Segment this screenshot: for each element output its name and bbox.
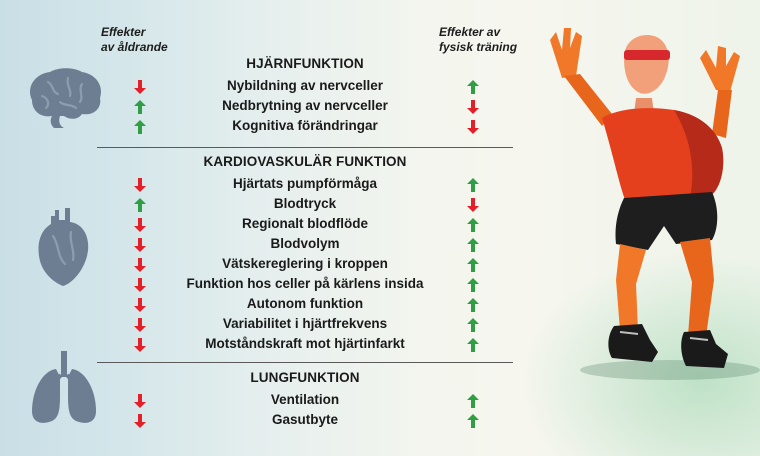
aging-down-arrow-icon [134,218,146,232]
aging-down-arrow-icon [134,318,146,332]
aging-down-arrow-icon [134,80,146,94]
aging-down-arrow-icon [134,238,146,252]
exercise-down-arrow-icon [467,120,479,134]
aging-column-header [101,25,168,55]
aging-down-arrow-icon [134,258,146,272]
effect-label: Gasutbyte [271,412,339,427]
effect-label: Blodtryck [273,196,337,211]
aging-header-line-1: Effekter [101,25,146,39]
effect-label: Nedbrytning av nervceller [222,98,388,113]
section-title: KARDIOVASKULÄR FUNKTION [203,154,407,169]
exercise-up-arrow-icon [467,298,479,312]
exercise-header-line-2: fysisk träning [439,40,518,54]
aging-up-arrow-icon [134,100,146,114]
exercise-up-arrow-icon [467,218,479,232]
exercise-down-arrow-icon [467,198,479,212]
exercise-header-line-1: Effekter av [439,25,501,39]
aging-header-line-2: av åldrande [101,40,168,54]
exercise-up-arrow-icon [467,278,479,292]
exercise-up-arrow-icon [467,414,479,428]
aging-down-arrow-icon [134,338,146,352]
effect-label: Funktion hos celler på kärlens insida [186,276,424,291]
section-title: LUNGFUNKTION [250,370,360,385]
exercise-up-arrow-icon [467,394,479,408]
exercise-up-arrow-icon [467,258,479,272]
aging-down-arrow-icon [134,278,146,292]
effect-label: Blodvolym [270,236,340,251]
effect-label: Regionalt blodflöde [242,216,368,231]
effect-label: Kognitiva förändringar [232,118,378,133]
runner-illustration [540,18,760,398]
exercise-column-header [439,25,517,55]
effect-label: Autonom funktion [246,296,364,311]
exercise-up-arrow-icon [467,338,479,352]
exercise-up-arrow-icon [467,80,479,94]
exercise-up-arrow-icon [467,178,479,192]
section-divider [97,147,513,148]
effect-label: Motståndskraft mot hjärtinfarkt [205,336,405,351]
aging-up-arrow-icon [134,198,146,212]
effect-label: Nybildning av nervceller [226,78,384,93]
aging-up-arrow-icon [134,120,146,134]
exercise-down-arrow-icon [467,100,479,114]
section-title: HJÄRNFUNKTION [246,56,364,71]
effect-label: Vätskereglering i kroppen [222,256,388,271]
aging-down-arrow-icon [134,414,146,428]
effect-label: Variabilitet i hjärtfrekvens [222,316,388,331]
effect-label: Hjärtats pumpförmåga [232,176,378,191]
exercise-up-arrow-icon [467,318,479,332]
aging-down-arrow-icon [134,394,146,408]
aging-down-arrow-icon [134,298,146,312]
exercise-up-arrow-icon [467,238,479,252]
effect-label: Ventilation [270,392,340,407]
aging-down-arrow-icon [134,178,146,192]
section-divider [97,362,513,363]
